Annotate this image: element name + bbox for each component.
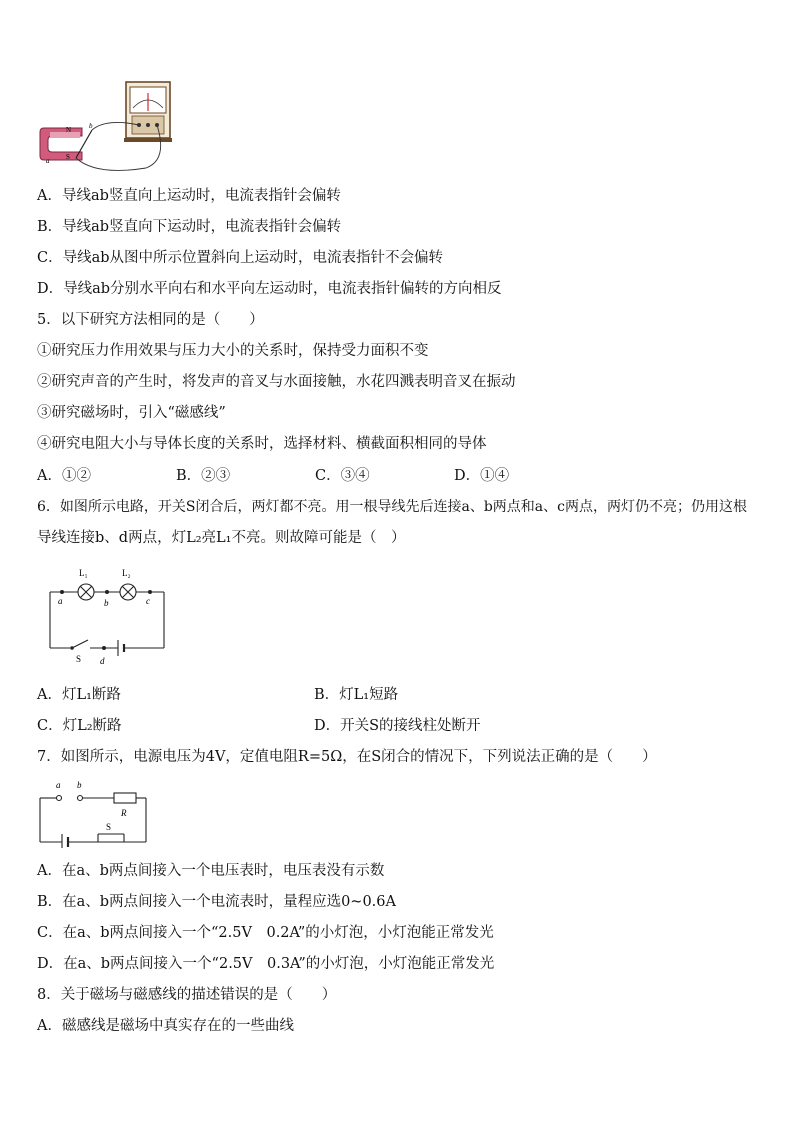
q4-label-a: a <box>46 157 50 165</box>
q6-option-c: C．灯L₂断路 <box>37 718 122 734</box>
q7-stem: 7．如图所示，电源电压为4V，定值电阻R=5Ω，在S闭合的情况下，下列说法正确的是（ ） <box>37 749 657 765</box>
q6-label-s: S <box>76 654 82 664</box>
q6-option-b: B．灯L₁短路 <box>314 687 399 703</box>
q7-label-r: R <box>121 808 127 818</box>
q5-item-1: ①研究压力作用效果与压力大小的关系时，保持受力面积不变 <box>37 343 429 359</box>
q4-label-n: N <box>66 126 72 134</box>
q5-option-a: A．①② <box>37 468 91 484</box>
q4-label-s: S <box>66 153 70 161</box>
q6-label-c: c <box>146 596 150 606</box>
q5-option-d: D．①④ <box>454 468 510 484</box>
q6-option-a: A．灯L₁断路 <box>37 687 121 703</box>
q6-stem-line1: 6．如图所示电路，开关S闭合后，两灯都不亮。用一根导线先后连接a、b两点和a、c两点，两灯仍不亮；仍用这根 <box>37 499 747 515</box>
q5-option-b: B．②③ <box>176 468 231 484</box>
q4-option-a: A．导线ab竖直向上运动时，电流表指针会偏转 <box>37 188 341 204</box>
q7-label-a: a <box>56 780 61 790</box>
q5-stem: 5．以下研究方法相同的是（ ） <box>37 312 264 328</box>
q6-label-l1: L₁ <box>79 568 88 578</box>
q4-figure-magnet-galvanometer <box>36 78 186 176</box>
q6-label-b: b <box>104 598 109 608</box>
q6-label-d: d <box>100 656 105 666</box>
q4-option-d: D．导线ab分别水平向右和水平向左运动时，电流表指针偏转的方向相反 <box>37 281 502 297</box>
q7-option-b: B．在a、b两点间接入一个电流表时，量程应选0~0.6A <box>37 894 396 910</box>
q6-option-d: D．开关S的接线柱处断开 <box>314 718 481 734</box>
q8-stem: 8．关于磁场与磁感线的描述错误的是（ ） <box>37 987 337 1003</box>
q4-label-b: b <box>89 122 93 130</box>
q7-label-b: b <box>77 780 82 790</box>
q6-label-a: a <box>58 596 63 606</box>
q7-option-d: D．在a、b两点间接入一个“2.5V 0.3A”的小灯泡，小灯泡能正常发光 <box>37 956 495 972</box>
q7-circuit-diagram <box>34 776 154 848</box>
q4-option-c: C．导线ab从图中所示位置斜向上运动时，电流表指针不会偏转 <box>37 250 444 266</box>
q4-option-b: B．导线ab竖直向下运动时，电流表指针会偏转 <box>37 219 342 235</box>
q6-stem-line2: 导线连接b、d两点，灯L₂亮L₁不亮。则故障可能是（ ） <box>37 530 406 546</box>
q7-option-a: A．在a、b两点间接入一个电压表时，电压表没有示数 <box>37 863 385 879</box>
q5-option-c: C．③④ <box>315 468 370 484</box>
q5-item-4: ④研究电阻大小与导体长度的关系时，选择材料、横截面积相同的导体 <box>37 436 487 452</box>
q6-circuit-diagram <box>40 560 175 670</box>
q6-label-l2: L₂ <box>122 568 131 578</box>
q5-item-2: ②研究声音的产生时，将发声的音叉与水面接触，水花四溅表明音叉在振动 <box>37 374 516 390</box>
q7-option-c: C．在a、b两点间接入一个“2.5V 0.2A”的小灯泡，小灯泡能正常发光 <box>37 925 494 941</box>
q7-label-s: S <box>106 822 112 832</box>
q8-option-a: A．磁感线是磁场中真实存在的一些曲线 <box>37 1018 294 1034</box>
q5-item-3: ③研究磁场时，引入“磁感线” <box>37 405 226 421</box>
